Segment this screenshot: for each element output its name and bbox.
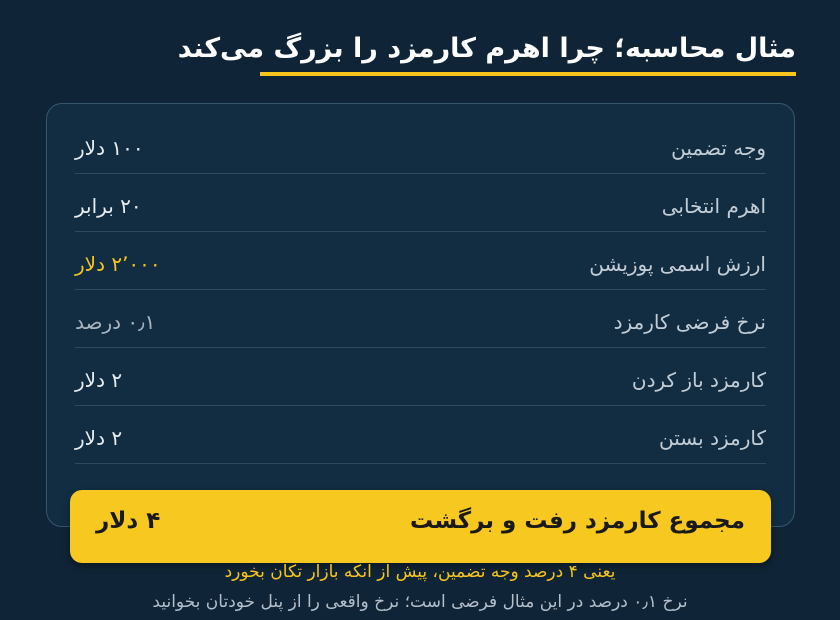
row-label: وجه تضمین	[671, 136, 766, 160]
row-label: ارزش اسمی پوزیشن	[589, 252, 766, 276]
row-open-fee	[75, 348, 766, 406]
row-label: کارمزد باز کردن	[631, 368, 766, 392]
title-underline	[177, 30, 796, 76]
row-label: کارمزد بستن	[659, 426, 766, 450]
row-leverage	[75, 174, 766, 232]
row-value: ۲ دلار	[75, 426, 123, 450]
disclaimer-note: نرخ ۰٫۱ درصد در این مثال فرضی است؛ نرخ واقعی را از پنل خودتان بخوانید	[152, 592, 688, 612]
total-value: ۴ دلار	[96, 508, 161, 534]
total-fee-banner	[70, 490, 771, 563]
row-value-highlight: ۲٬۰۰۰ دلار	[75, 252, 161, 276]
row-value: ۱۰۰ دلار	[75, 136, 144, 160]
row-value: ۲ دلار	[75, 368, 123, 392]
total-label: مجموع کارمزد رفت و برگشت	[409, 508, 745, 534]
highlight-note: یعنی ۴ درصد وجه تضمین، پیش از آنکه بازار تکان بخورد	[224, 562, 616, 582]
row-close-fee	[75, 406, 766, 464]
row-fee-rate	[75, 290, 766, 348]
row-notional-value	[75, 232, 766, 290]
page-title: مثال محاسبه؛ چرا اهرم کارمزد را بزرگ می‌کند	[177, 33, 796, 64]
row-value: ۲۰ برابر	[75, 194, 142, 218]
row-label: اهرم انتخابی	[661, 194, 766, 218]
row-value: ۰٫۱ درصد	[75, 310, 156, 334]
row-label: نرخ فرضی کارمزد	[613, 310, 766, 334]
row-margin	[75, 116, 766, 174]
calculation-card	[46, 103, 795, 527]
